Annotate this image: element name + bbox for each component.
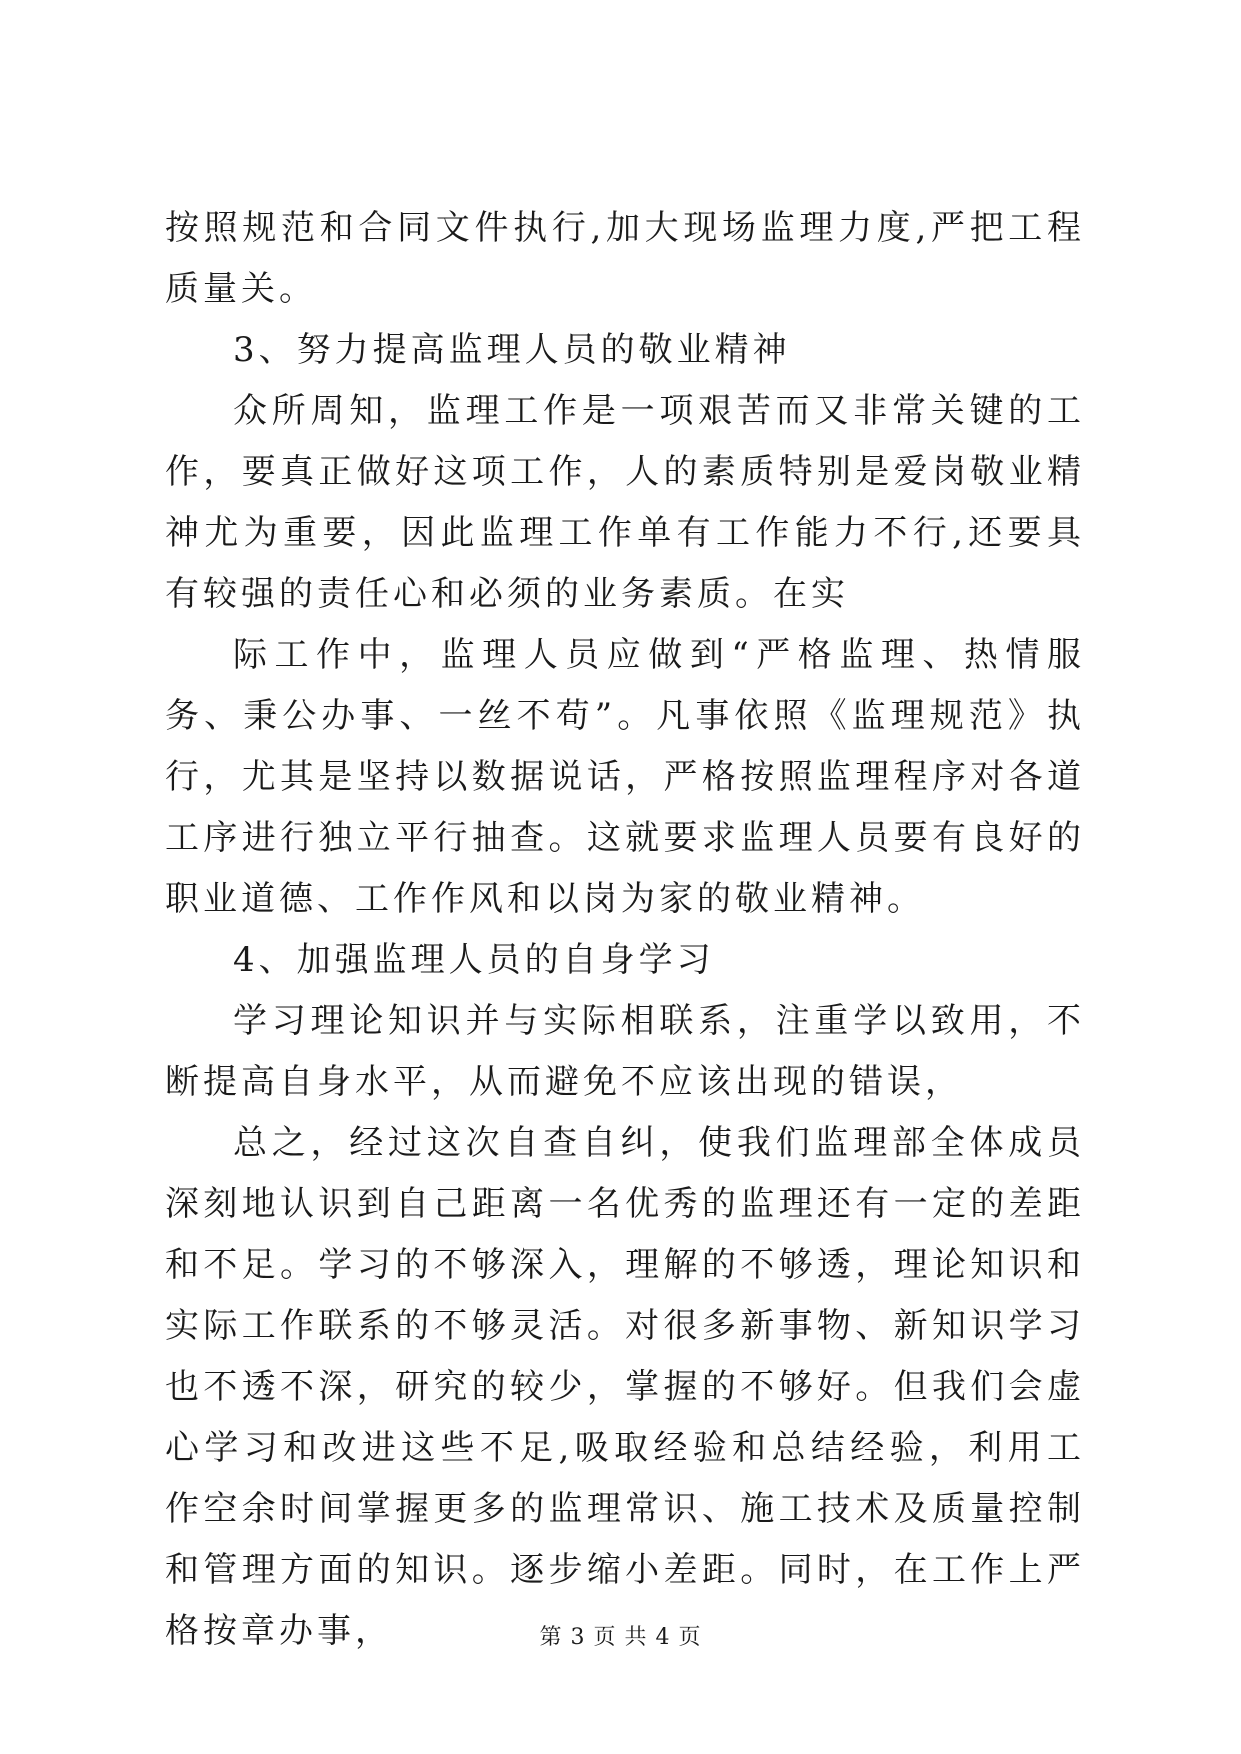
page-number-footer: 第 3 页 共 4 页: [539, 1625, 702, 1650]
heading-item-3: 3、努力提高监理人员的敬业精神: [233, 330, 791, 370]
paragraph-5: 总之，经过这次自查自纠，使我们监理部全体成员深刻地认识到自己距离一名优秀的监理还有一定的差距和不足。学习的不够深入，理解的不够透，理论知识和实际工作联系的不够灵活。对很多新事物、新知识学习也不透不深，研究的较少，掌握的不够好。但我们会虚心学习和改进这些不足,吸取经验和总结经验，利用工作空余时间掌握更多的监理常识、施工技术及质量控制和管理方面的知识。逐步缩小差距。同时，在工作上严格按章办事，: [165, 1123, 1085, 1651]
paragraph-3: 际工作中，监理人员应做到“严格监理、热情服务、秉公办事、一丝不苟”。凡事依照《监理规范》执行，尤其是坚持以数据说话，严格按照监理程序对各道工序进行独立平行抽查。这就要求监理人员要有良好的职业道德、工作作风和以岗为家的敬业精神。: [165, 635, 1085, 919]
document-body: [165, 198, 1085, 1662]
paragraph-4: 学习理论知识并与实际相联系，注重学以致用，不断提高自身水平，从而避免不应该出现的错误，: [165, 1001, 1085, 1102]
paragraph-2: 众所周知，监理工作是一项艰苦而又非常关键的工作，要真正做好这项工作，人的素质特别是爱岗敬业精神尤为重要，因此监理工作单有工作能力不行,还要具有较强的责任心和必须的业务素质。在实: [165, 391, 1085, 614]
heading-item-4: 4、加强监理人员的自身学习: [233, 940, 715, 980]
paragraph-1: 按照规范和合同文件执行,加大现场监理力度,严把工程质量关。: [165, 208, 1085, 309]
